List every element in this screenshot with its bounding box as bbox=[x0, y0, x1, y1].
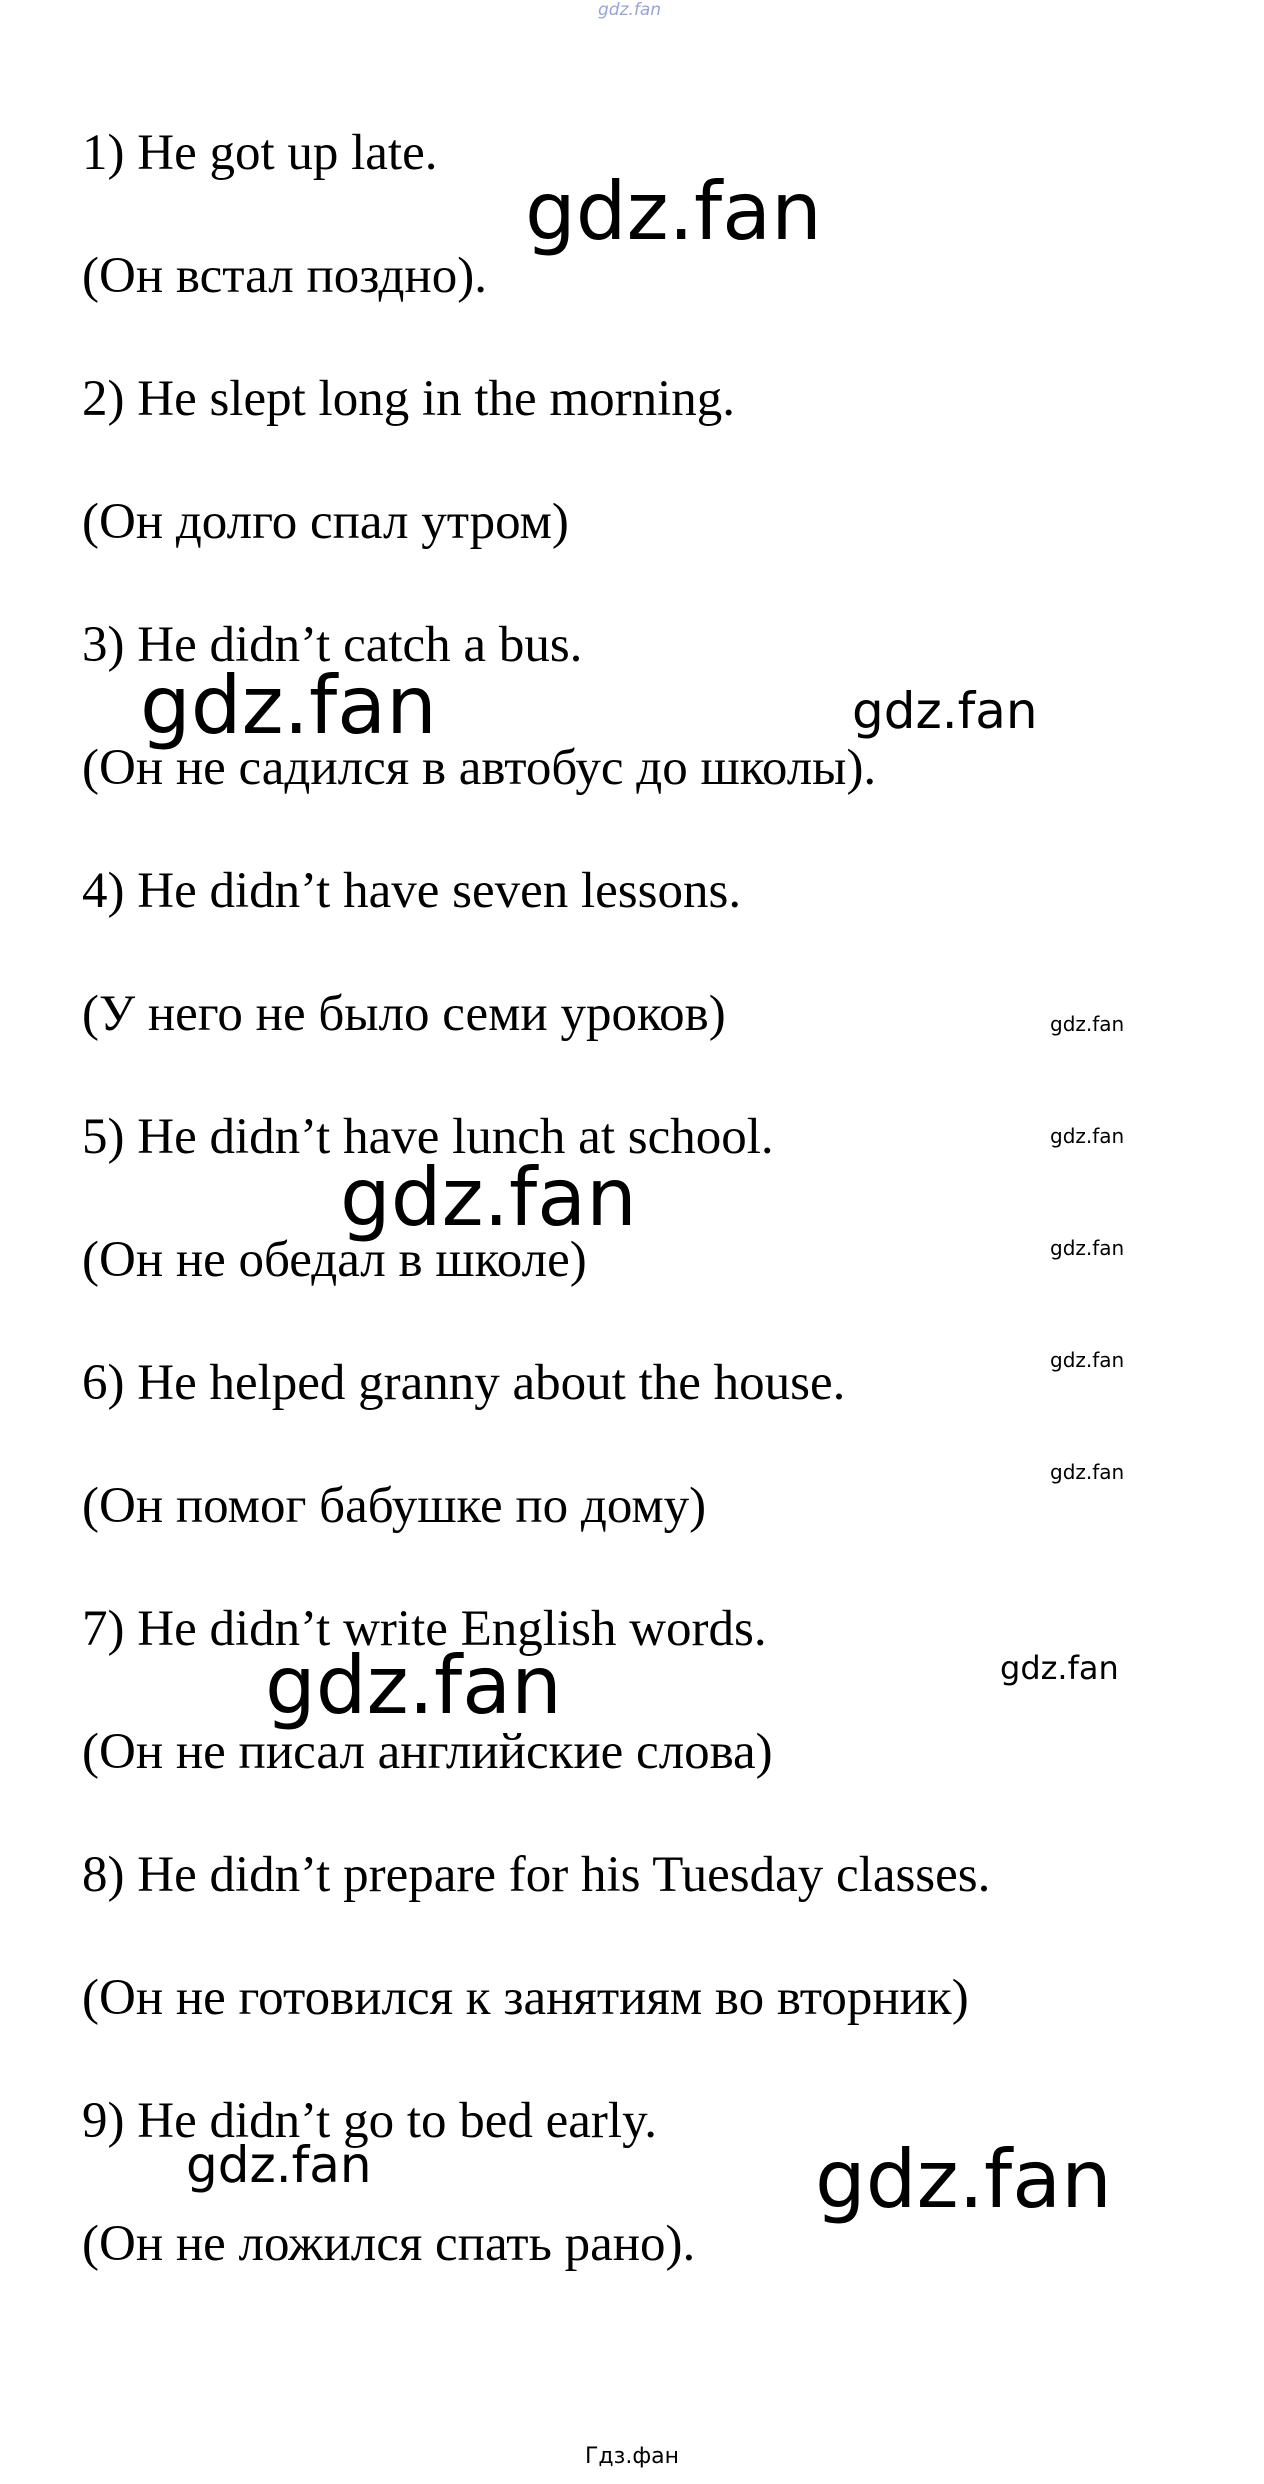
sentence-8-english: 8) He didn’t prepare for his Tuesday classes. bbox=[82, 1847, 991, 1903]
sentence-7-english: 7) He didn’t write English words. bbox=[82, 1601, 767, 1657]
sentence-5-english: 5) He didn’t have lunch at school. bbox=[82, 1109, 774, 1165]
watermark: gdz.fan bbox=[1050, 1124, 1125, 1148]
sentence-3-russian: (Он не садился в автобус до школы). bbox=[82, 740, 877, 796]
sentence-7-russian: (Он не писал английские слова) bbox=[82, 1724, 773, 1780]
sentence-5-russian: (Он не обедал в школе) bbox=[82, 1232, 587, 1288]
watermark: gdz.fan bbox=[265, 1639, 562, 1732]
watermark: gdz.fan bbox=[1050, 1236, 1125, 1260]
footer-text: Гдз.фан bbox=[585, 2444, 679, 2469]
sentence-4-russian: (У него не было семи уроков) bbox=[82, 986, 726, 1042]
watermark: gdz.fan bbox=[815, 2133, 1112, 2226]
watermark: gdz.fan bbox=[1000, 1649, 1119, 1687]
sentence-4-english: 4) He didn’t have seven lessons. bbox=[82, 863, 742, 919]
top-watermark: gdz.fan bbox=[598, 0, 662, 20]
sentence-1-russian: (Он встал поздно). bbox=[82, 248, 487, 304]
watermark: gdz.fan bbox=[852, 682, 1038, 740]
watermark: gdz.fan bbox=[525, 165, 822, 258]
watermark: gdz.fan bbox=[186, 2136, 372, 2194]
sentence-9-english: 9) He didn’t go to bed early. bbox=[82, 2093, 658, 2149]
watermark: gdz.fan bbox=[1050, 1012, 1125, 1036]
watermark: gdz.fan bbox=[1050, 1348, 1125, 1372]
sentence-6-russian: (Он помог бабушке по дому) bbox=[82, 1478, 707, 1534]
watermark: gdz.fan bbox=[140, 659, 437, 752]
sentence-2-russian: (Он долго спал утром) bbox=[82, 494, 569, 550]
watermark: gdz.fan bbox=[1050, 1460, 1125, 1484]
sentence-8-russian: (Он не готовился к занятиям во вторник) bbox=[82, 1970, 969, 2026]
sentence-1-english: 1) He got up late. bbox=[82, 125, 438, 181]
sentence-9-russian: (Он не ложился спать рано). bbox=[82, 2216, 696, 2272]
sentence-2-english: 2) He slept long in the morning. bbox=[82, 371, 735, 427]
sentence-6-english: 6) He helped granny about the house. bbox=[82, 1355, 846, 1411]
sentence-3-english: 3) He didn’t catch a bus. bbox=[82, 617, 583, 673]
watermark: gdz.fan bbox=[340, 1151, 637, 1244]
